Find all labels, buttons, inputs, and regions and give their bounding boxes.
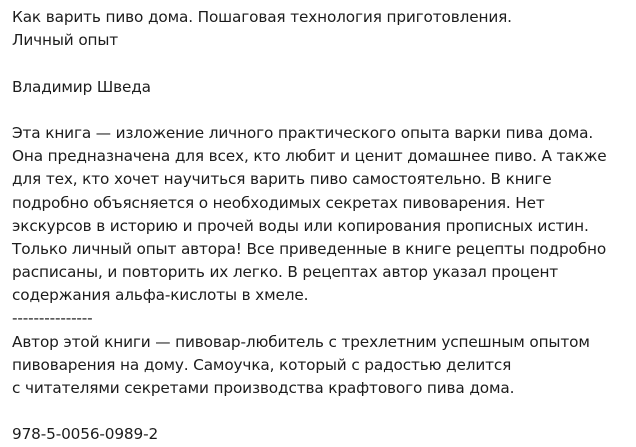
description-line: содержания альфа-кислоты в хмеле. bbox=[12, 286, 309, 305]
blank-line bbox=[12, 400, 632, 423]
book-title-line-1: Как варить пиво дома. Пошаговая технология приготовления. bbox=[12, 8, 512, 26]
description-line: экскурсов в историю и прочей воды или копирования прописных истин. bbox=[12, 216, 589, 235]
section-separator: --------------- bbox=[12, 309, 93, 328]
description-line: Она предназначена для всех, кто любит и ценит домашнее пиво. А также bbox=[12, 147, 607, 166]
description-line: для тех, кто хочет научиться варить пиво самостоятельно. В книге bbox=[12, 170, 552, 189]
description-line: Эта книга — изложение личного практического опыта варки пива дома. bbox=[12, 123, 594, 142]
about-author-line: с читателями секретами производства крафтового пива дома. bbox=[12, 379, 515, 397]
description-line: подробно объясняется о необходимых секретах пивоварения. Нет bbox=[12, 193, 545, 212]
description-line: Только личный опыт автора! Все приведенные в книге рецепты подробно bbox=[12, 239, 607, 258]
about-author-line: пивоварения на дому. Самоучка, который с радостью делится bbox=[12, 355, 512, 374]
blank-line bbox=[12, 99, 632, 122]
blank-line bbox=[12, 52, 632, 75]
description-paragraph bbox=[12, 122, 632, 308]
isbn-number: 978-5-0056-0989-2 bbox=[12, 425, 159, 444]
book-title-line-2: Личный опыт bbox=[12, 31, 119, 50]
description-line: расписаны, и повторить их легко. В рецептах автор указал процент bbox=[12, 263, 559, 282]
book-description-document bbox=[12, 6, 632, 447]
about-author-line: Автор этой книги — пивовар-любитель с трехлетним успешным опытом bbox=[12, 332, 590, 351]
about-author-paragraph bbox=[12, 331, 632, 401]
author-name: Владимир Шведа bbox=[12, 77, 151, 96]
